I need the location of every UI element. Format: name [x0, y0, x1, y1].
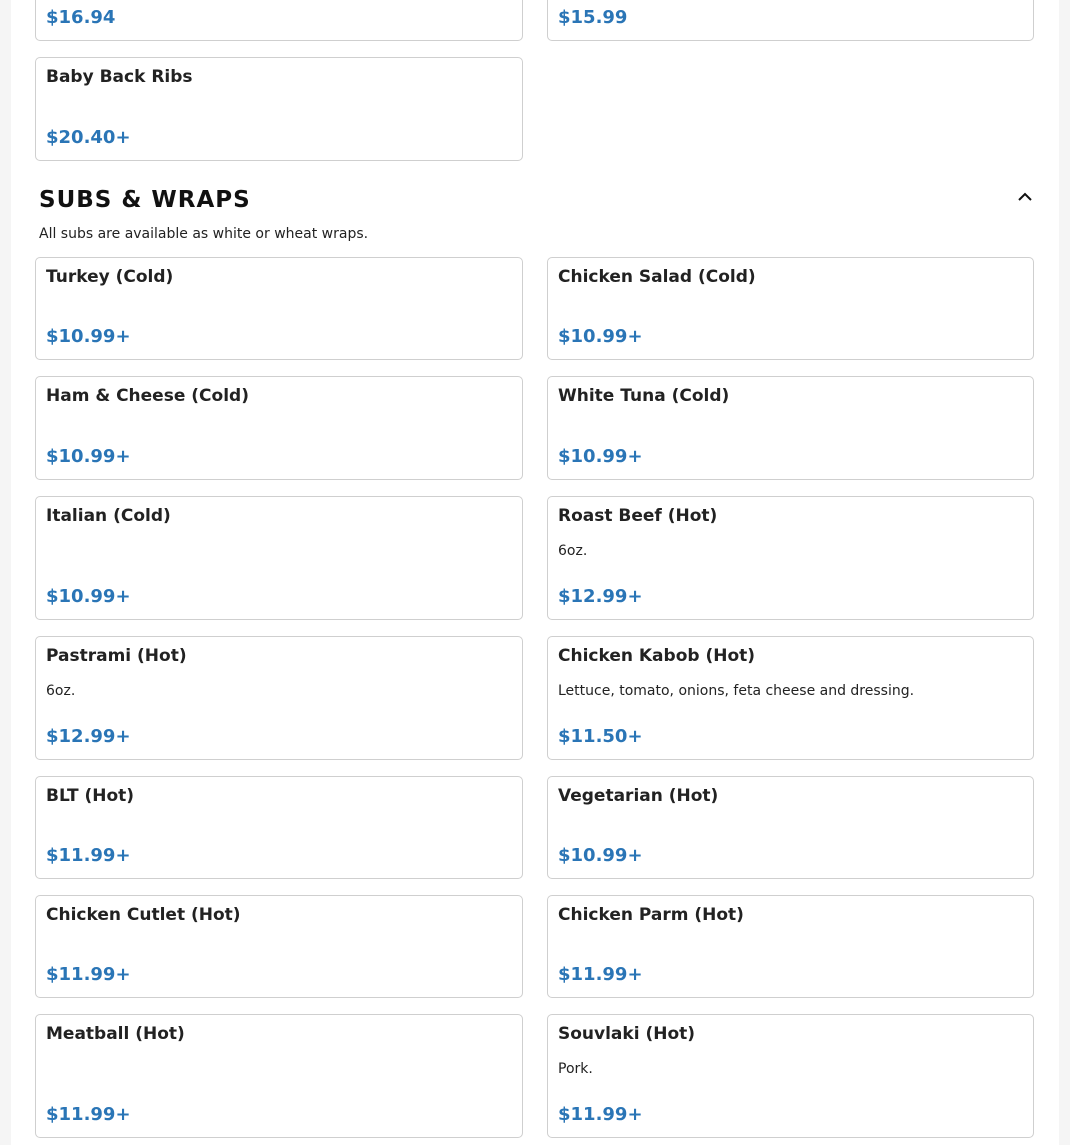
item-price: $15.99 — [558, 7, 628, 28]
menu-item-card[interactable] — [547, 496, 1034, 620]
item-price: $11.99+ — [46, 845, 131, 866]
menu-item-card[interactable] — [547, 895, 1034, 998]
item-price: $20.40+ — [46, 127, 131, 148]
menu-item-card[interactable] — [35, 0, 523, 41]
item-price: $10.99+ — [558, 326, 643, 347]
item-name: Meatball (Hot) — [46, 1024, 185, 1044]
item-name: Pastrami (Hot) — [46, 646, 187, 666]
item-name: Chicken Parm (Hot) — [558, 905, 744, 925]
item-name: Roast Beef (Hot) — [558, 506, 718, 526]
item-name: BLT (Hot) — [46, 786, 135, 806]
item-name: Vegetarian (Hot) — [558, 786, 719, 806]
item-price: $10.99+ — [46, 326, 131, 347]
item-name: Chicken Kabob (Hot) — [558, 646, 756, 666]
item-price: $10.99+ — [46, 446, 131, 467]
item-price: $10.99+ — [46, 586, 131, 607]
menu-item-card[interactable] — [547, 257, 1034, 360]
menu-item-card[interactable] — [35, 895, 523, 998]
menu-item-card[interactable] — [35, 496, 523, 620]
menu-item-card[interactable] — [547, 776, 1034, 879]
menu-item-card[interactable] — [547, 1014, 1034, 1138]
item-price: $12.99+ — [46, 726, 131, 747]
item-name: White Tuna (Cold) — [558, 386, 730, 406]
item-name: Italian (Cold) — [46, 506, 171, 526]
item-description: 6oz. — [558, 543, 588, 559]
menu-item-card[interactable] — [35, 57, 523, 161]
item-price: $12.99+ — [558, 586, 643, 607]
item-price: $16.94 — [46, 7, 116, 28]
item-description: 6oz. — [46, 683, 76, 699]
section-title: SUBS & WRAPS — [39, 187, 251, 213]
menu-item-card[interactable] — [547, 376, 1034, 480]
chevron-up-icon — [1018, 192, 1032, 201]
item-description: Lettuce, tomato, onions, feta cheese and dressing. — [558, 683, 915, 699]
menu-item-card[interactable] — [35, 636, 523, 760]
item-price: $11.50+ — [558, 726, 643, 747]
item-description: Pork. — [558, 1061, 593, 1077]
item-name: Ham & Cheese (Cold) — [46, 386, 249, 406]
section-description: All subs are available as white or wheat wraps. — [39, 226, 369, 242]
item-price: $10.99+ — [558, 845, 643, 866]
item-price: $10.99+ — [558, 446, 643, 467]
item-name: Chicken Cutlet (Hot) — [46, 905, 241, 925]
item-name: Baby Back Ribs — [46, 67, 193, 87]
menu-item-card[interactable] — [547, 636, 1034, 760]
item-price: $11.99+ — [46, 1104, 131, 1125]
menu-item-card[interactable] — [35, 257, 523, 360]
item-name: Turkey (Cold) — [46, 267, 174, 287]
item-price: $11.99+ — [558, 1104, 643, 1125]
item-price: $11.99+ — [46, 964, 131, 985]
item-name: Souvlaki (Hot) — [558, 1024, 696, 1044]
collapse-section-button[interactable] — [1012, 184, 1038, 208]
menu-item-card[interactable] — [35, 376, 523, 480]
item-price: $11.99+ — [558, 964, 643, 985]
menu-item-card[interactable] — [547, 0, 1034, 41]
item-name: Chicken Salad (Cold) — [558, 267, 756, 287]
menu-item-card[interactable] — [35, 1014, 523, 1138]
menu-item-card[interactable] — [35, 776, 523, 879]
